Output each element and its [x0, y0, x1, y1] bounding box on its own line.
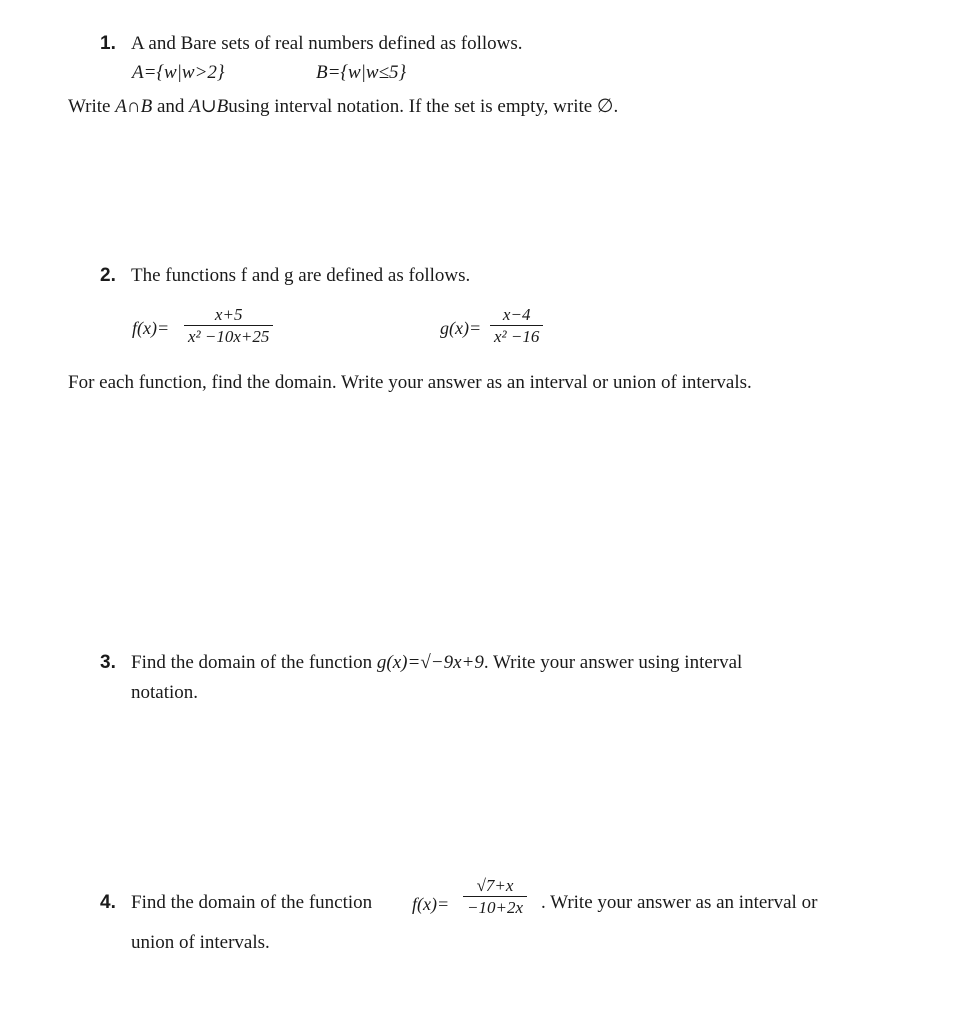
problem-3-number: 3.: [100, 652, 116, 673]
problem-3-expression: g(x)=√−9x+9: [376, 652, 484, 673]
problem-4-f-lhs: f(x)=: [412, 894, 450, 914]
problem-4-text-before: Find the domain of the function: [131, 892, 373, 913]
f-lhs: f(x)=: [132, 318, 170, 338]
problem-3-line-1: [131, 652, 742, 674]
f-denominator: x² −10x+25: [188, 327, 270, 346]
problem-4-number: 4.: [100, 892, 116, 913]
g-numerator: x−4: [502, 305, 531, 324]
set-b-definition: B={w|w≤5}: [316, 62, 407, 83]
problem-1-instruction: [68, 95, 618, 118]
set-a-definition: A={w|w>2}: [132, 62, 225, 83]
instruction-suffix: using interval notation. If the set is empty, write ∅.: [228, 96, 619, 117]
problem-3-line-2: notation.: [131, 682, 199, 703]
problem-4-line-2: union of intervals.: [131, 932, 270, 953]
instruction-prefix: Write: [68, 96, 111, 117]
g-denominator: x² −16: [494, 327, 540, 346]
problem-1-intro: A and Bare sets of real numbers defined as follows.: [131, 33, 523, 54]
and-word: and: [156, 96, 185, 117]
union-expression: A∪B: [189, 96, 229, 117]
problem-3-text-before: Find the domain of the function: [131, 652, 373, 673]
problem-4-denominator: −10+2x: [467, 898, 523, 917]
intersection-expression: A∩B: [115, 96, 153, 117]
g-fraction: [490, 305, 543, 346]
problem-2-instruction: For each function, find the domain. Write your answer as an interval or union of intervals.: [68, 372, 752, 393]
problem-2-intro: The functions f and g are defined as follows.: [131, 265, 471, 286]
problem-2-number: 2.: [100, 265, 116, 286]
g-lhs: g(x)=: [440, 318, 482, 338]
f-fraction: [184, 305, 273, 346]
f-numerator: x+5: [214, 305, 243, 324]
problem-3-text-after: . Write your answer using interval: [483, 652, 743, 673]
problem-4-numerator: √7+x: [476, 876, 514, 895]
problem-1-number: 1.: [100, 33, 116, 54]
problem-4-text-after: . Write your answer as an interval or: [541, 892, 818, 913]
problem-4-fraction: [463, 876, 527, 917]
